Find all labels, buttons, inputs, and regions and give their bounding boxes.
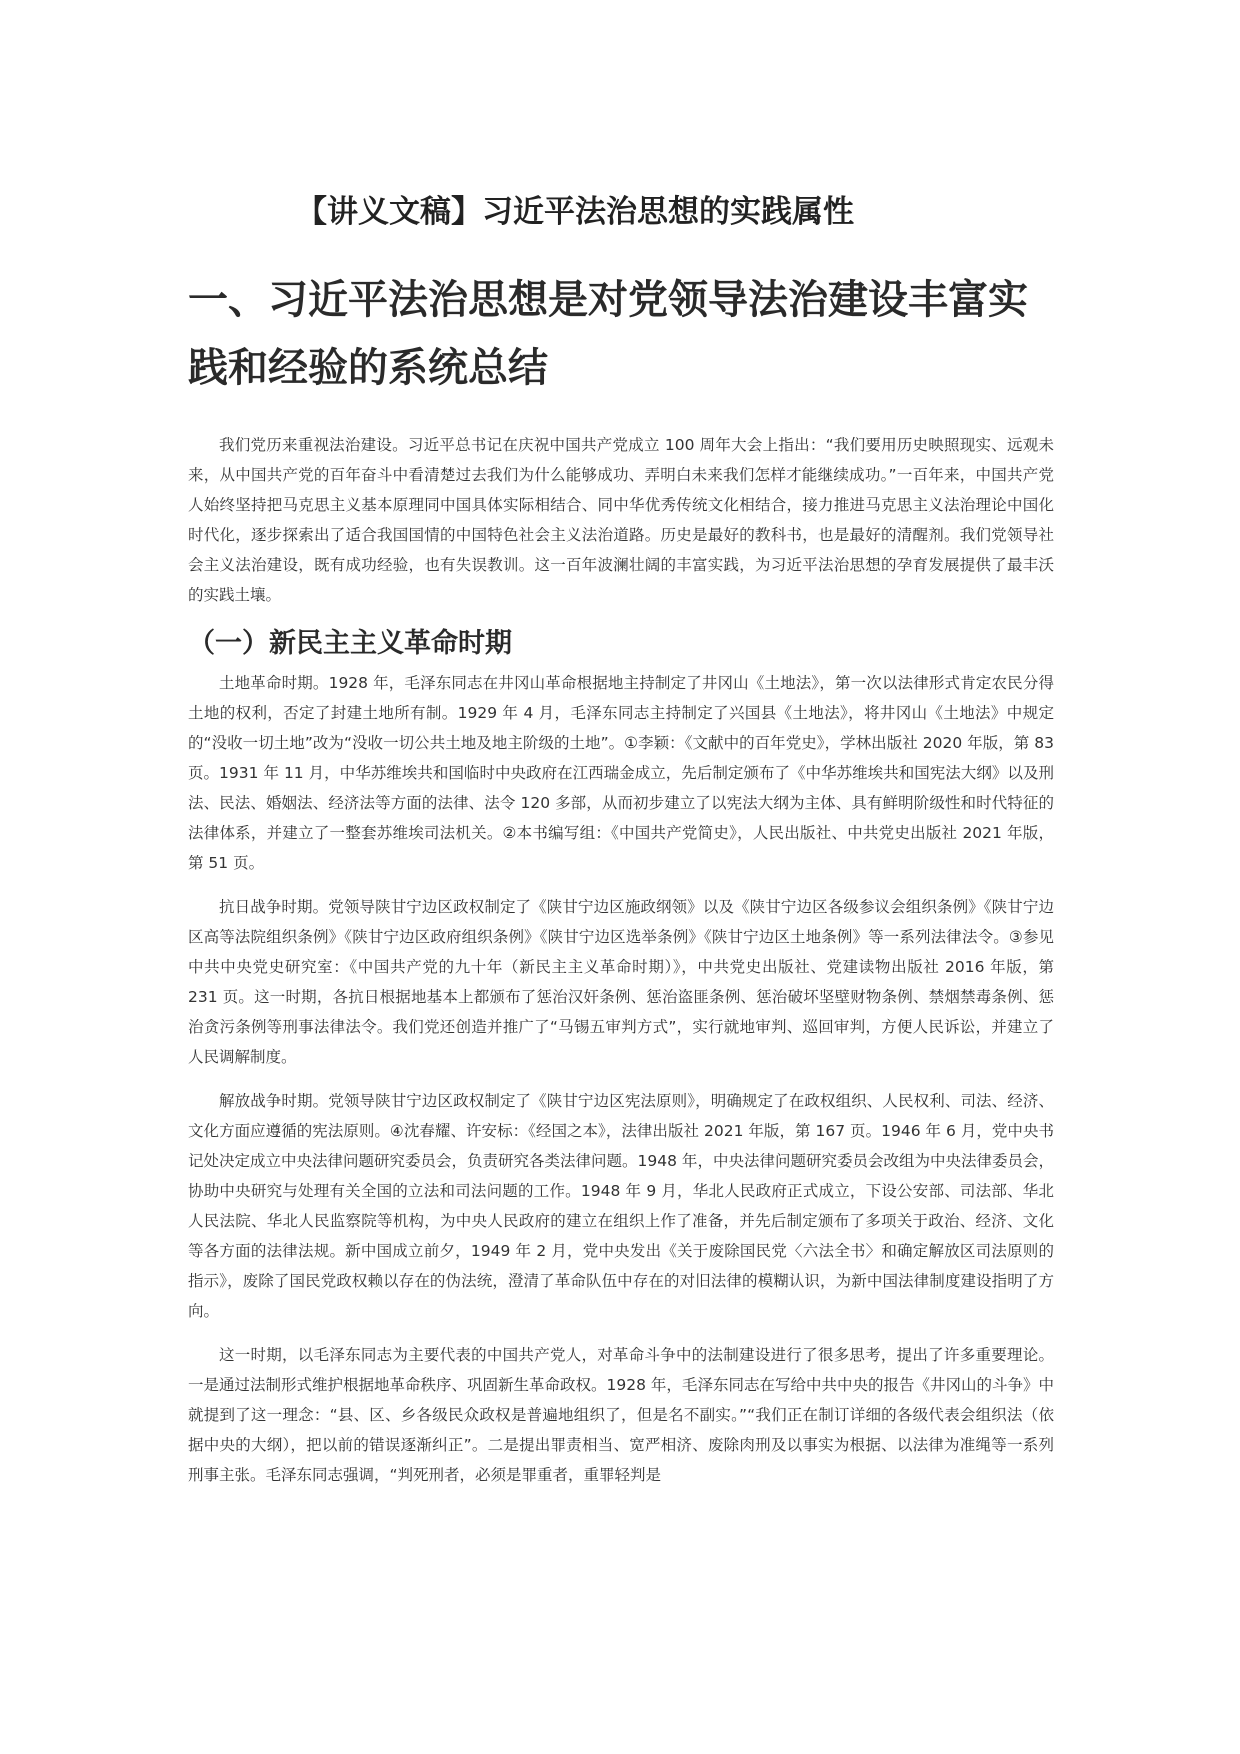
document-body bbox=[188, 192, 1054, 1504]
subsection-heading: （一）新民主主义革命时期 bbox=[188, 628, 512, 659]
paragraph-land-revolution: 土地革命时期。1928 年，毛泽东同志在井冈山革命根据地主持制定了井冈山《土地法》，第一次以法律形式肯定农民分得土地的权利，否定了封建土地所有制。1929 年 4 月，毛泽东同志主持制定了兴国县《土地法》，将井冈山《土地法》中规定的“没收一切土地”改为“没收一切公共土地及地主阶级的土地”。①李颖：《文献中的百年党史》，学林出版社 2020 年版，第 83 页。1931 年 11 月，中华苏维埃共和国临时中央政府在江西瑞金成立，先后制定颁布了《中华苏维埃共和国宪法大纲》以及刑法、民法、婚姻法、经济法等方面的法律、法令 120 多部，从而初步建立了以宪法大纲为主体、具有鲜明阶级性和时代特征的法律体系，并建立了一整套苏维埃司法机关。②本书编写组：《中国共产党简史》，人民出版社、中共党史出版社 2021 年版，第 51 页。 bbox=[188, 674, 1054, 872]
paragraph-theory: 这一时期，以毛泽东同志为主要代表的中国共产党人，对革命斗争中的法制建设进行了很多思考，提出了许多重要理论。一是通过法制形式维护根据地革命秩序、巩固新生革命政权。1928 年，毛泽东同志在写给中共中央的报告《井冈山的斗争》中就提到了这一理念：“县、区、乡各级民众政权是普遍地组织了，但是名不副实。”“我们正在制订详细的各级代表会组织法（依据中央的大纲），把以前的错误逐渐纠正”。二是提出罪责相当、宽严相济、废除肉刑及以事实为根据、以法律为准绳等一系列刑事主张。毛泽东同志强调，“判死刑者，必须是罪重者，重罪轻判是 bbox=[188, 1346, 1054, 1484]
paragraph-liberation-war: 解放战争时期。党领导陕甘宁边区政权制定了《陕甘宁边区宪法原则》，明确规定了在政权组织、人民权利、司法、经济、文化方面应遵循的宪法原则。④沈春耀、许安标：《经国之本》，法律出版社 2021 年版，第 167 页。1946 年 6 月，党中央书记处决定成立中央法律问题研究委员会，负责研究各类法律问题。1948 年，中央法律问题研究委员会改组为中央法律委员会，协助中央研究与处理有关全国的立法和司法问题的工作。1948 年 9 月，华北人民政府正式成立，下设公安部、司法部、华北人民法院、华北人民监察院等机构，为中央人民政府的建立在组织上作了准备，并先后制定颁布了多项关于政治、经济、文化等各方面的法律法规。新中国成立前夕，1949 年 2 月，党中央发出《关于废除国民党〈六法全书〉和确定解放区司法原则的指示》，废除了国民党政权赖以存在的伪法统，澄清了革命队伍中存在的对旧法律的模糊认识，为新中国法律制度建设指明了方向。 bbox=[188, 1092, 1054, 1320]
intro-paragraph: 我们党历来重视法治建设。习近平总书记在庆祝中国共产党成立 100 周年大会上指出：“我们要用历史映照现实、远观未来，从中国共产党的百年奋斗中看清楚过去我们为什么能够成功、弄明白未来我们怎样才能继续成功。”一百年来，中国共产党人始终坚持把马克思主义基本原理同中国具体实际相结合、同中华优秀传统文化相结合，接力推进马克思主义法治理论中国化时代化，逐步探索出了适合我国国情的中国特色社会主义法治道路。历史是最好的教科书，也是最好的清醒剂。我们党领导社会主义法治建设，既有成功经验，也有失误教训。这一百年波澜壮阔的丰富实践，为习近平法治思想的孕育发展提供了最丰沃的实践土壤。 bbox=[188, 436, 1054, 604]
paragraph-anti-japanese-war: 抗日战争时期。党领导陕甘宁边区政权制定了《陕甘宁边区施政纲领》以及《陕甘宁边区各级参议会组织条例》《陕甘宁边区高等法院组织条例》《陕甘宁边区政府组织条例》《陕甘宁边区选举条例》《陕甘宁边区土地条例》等一系列法律法令。③参见中共中央党史研究室：《中国共产党的九十年（新民主主义革命时期）》，中共党史出版社、党建读物出版社 2016 年版，第 231 页。这一时期，各抗日根据地基本上都颁布了惩治汉奸条例、惩治盗匪条例、惩治破坏坚壁财物条例、禁烟禁毒条例、惩治贪污条例等刑事法律法令。我们党还创造并推广了“马锡五审判方式”，实行就地审判、巡回审判，方便人民诉讼，并建立了人民调解制度。 bbox=[188, 898, 1054, 1066]
document-title: 【讲义文稿】习近平法治思想的实践属性 bbox=[296, 194, 854, 230]
section-heading-1: 一、习近平法治思想是对党领导法治建设丰富实践和经验的系统总结 bbox=[188, 277, 1028, 391]
